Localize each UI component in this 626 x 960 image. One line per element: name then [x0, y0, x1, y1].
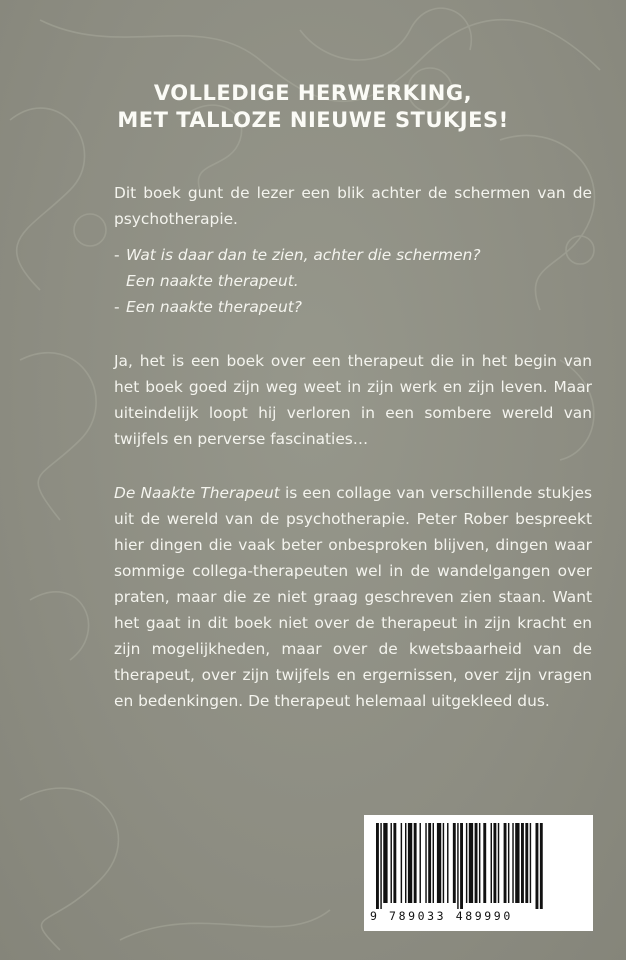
description-paragraph — [114, 480, 592, 714]
headline-line-1: VOLLEDIGE HERWERKING, — [153, 81, 473, 105]
headline — [0, 80, 626, 134]
barcode-bar — [479, 823, 480, 903]
barcode-bar — [428, 823, 431, 903]
barcode-bar — [401, 823, 402, 903]
description-text: is een collage van verschillende stukjes uit de wereld van de psychotherapie. Peter Rober bespreekt hier dingen die vaak beter onbesproken blijven, dingen waar sommige collega-therapeuten wel in de wandelgangen over praten, maar die ze niet graag geschreven zien staan. Want het gaat in dit boek niet over de therapeut in zijn kracht en zijn mogelijkheden, maar over de kwetsbaarheid van de therapeut, over zijn twijfels en ergernissen, over zijn vragen en bedenkingen. De therapeut helemaal uitgekleed dus. — [114, 484, 592, 710]
barcode-bar — [391, 823, 392, 903]
barcode-bar — [437, 823, 441, 903]
barcode-bar — [447, 823, 448, 903]
dialogue-text: Een naakte therapeut. — [126, 272, 299, 290]
dialogue — [114, 242, 592, 320]
barcode-bar — [383, 823, 387, 903]
headline-line-2: MET TALLOZE NIEUWE STUKJES! — [117, 108, 509, 132]
book-title: De Naakte Therapeut — [114, 484, 280, 502]
barcode-bar — [433, 823, 434, 903]
barcode-bar — [457, 823, 458, 909]
barcode-bar — [380, 823, 381, 909]
barcode-bars — [374, 823, 583, 909]
barcode-bar — [414, 823, 417, 903]
barcode-bar — [530, 823, 531, 903]
barcode-bar — [460, 823, 463, 909]
barcode-bar — [393, 823, 396, 903]
barcode-bar — [376, 823, 379, 909]
barcode-bar — [483, 823, 486, 903]
barcode-bar — [405, 823, 406, 903]
barcode-bar — [536, 823, 539, 909]
dialogue-dash: - — [114, 246, 120, 264]
dialogue-line — [114, 294, 592, 320]
intro-paragraph: Dit boek gunt de lezer een blik achter de schermen van de psychotherapie. — [114, 184, 592, 228]
dialogue-text: Wat is daar dan te zien, achter die schermen? — [126, 246, 481, 264]
barcode-bar — [469, 823, 473, 903]
dialogue-line — [114, 268, 592, 294]
barcode-bar — [540, 823, 543, 909]
barcode-bar — [408, 823, 412, 903]
barcode-bar — [491, 823, 492, 903]
barcode-bar — [521, 823, 524, 903]
barcode-bar — [420, 823, 421, 903]
barcode-bar — [453, 823, 456, 903]
barcode-bar — [498, 823, 499, 903]
barcode-bar — [504, 823, 507, 903]
barcode-bar — [525, 823, 528, 903]
barcode-bar — [443, 823, 444, 903]
dialogue-dash: - — [114, 298, 120, 316]
barcode — [364, 815, 593, 931]
barcode-bar — [512, 823, 513, 903]
dialogue-line — [114, 242, 592, 268]
barcode-bar — [508, 823, 509, 903]
barcode-bar — [475, 823, 478, 903]
barcode-bar — [425, 823, 426, 903]
barcode-bar — [466, 823, 467, 903]
barcode-digits: 9 789033 489990 — [370, 909, 513, 923]
barcode-bar — [493, 823, 496, 903]
summary-paragraph: Ja, het is een boek over een therapeut die in het begin van het boek goed zijn weg weet in zijn werk en zijn leven. Maar uiteindelijk loopt hij verloren in een sombere wereld van twijfels en perverse fascinaties… — [114, 352, 592, 448]
barcode-bar — [515, 823, 519, 903]
blurb — [114, 180, 592, 714]
dialogue-text: Een naakte therapeut? — [126, 298, 302, 316]
